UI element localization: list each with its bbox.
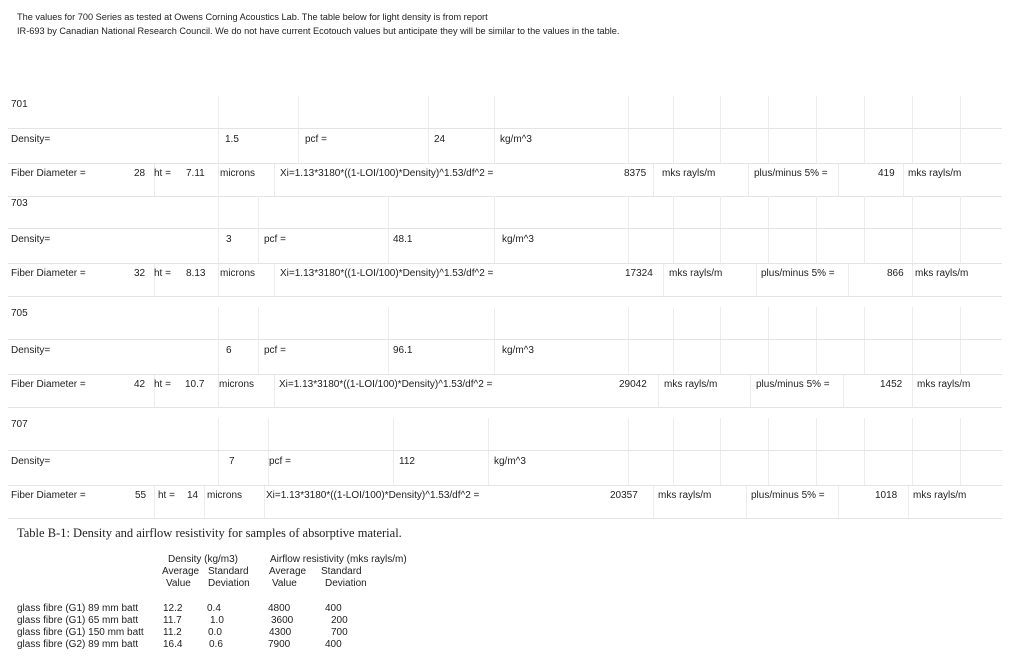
material-label: glass fibre (G2) 89 mm batt [17, 639, 139, 650]
airflow-average: 4300 [269, 627, 292, 638]
density-std: 1.0 [210, 615, 224, 626]
series-name: 707 [11, 419, 28, 430]
density-row [8, 451, 1002, 486]
xi-value: 8375 [624, 168, 647, 179]
series-name-row [8, 196, 1002, 229]
pcf-label: pcf = [264, 345, 286, 356]
fiber-row [8, 486, 1002, 519]
series-name-row [8, 96, 1002, 129]
microns-label: microns [219, 379, 255, 390]
airflow-standard-label: Standard [321, 566, 362, 577]
density-average: 12.2 [163, 603, 183, 614]
density-std: 0.4 [207, 603, 221, 614]
ht-label: ht = [154, 379, 171, 390]
density-header: Density (kg/m3) [168, 554, 239, 565]
xi-formula: Xi=1.13*3180*((1-LOI/100)*Density)^1.53/df^2 = [280, 168, 494, 179]
microns-label: microns [207, 490, 243, 501]
xi-formula: Xi=1.13*3180*((1-LOI/100)*Density)^1.53/df^2 = [279, 379, 493, 390]
plus-minus-unit: mks rayls/m [917, 379, 971, 390]
kgm3-value: 96.1 [393, 345, 413, 356]
fiber-diameter-label: Fiber Diameter = [11, 379, 86, 390]
series-name-row [8, 418, 1002, 451]
density-average: 11.7 [163, 615, 182, 626]
material-label: glass fibre (G1) 65 mm batt [17, 615, 139, 626]
density-value-label: Value [166, 578, 191, 589]
plus-minus-unit: mks rayls/m [913, 490, 967, 501]
ht-value: 7.11 [186, 168, 205, 179]
density-average-label: Average [162, 566, 200, 577]
plus-minus-label: plus/minus 5% = [754, 168, 828, 179]
airflow-average: 4800 [268, 603, 291, 614]
xi-value: 29042 [619, 379, 647, 390]
density-value: 7 [229, 456, 235, 467]
series-block-703 [8, 196, 1002, 297]
xi-unit: mks rayls/m [658, 490, 712, 501]
xi-formula: Xi=1.13*3180*((1-LOI/100)*Density)^1.53/df^2 = [280, 268, 494, 279]
ht-label: ht = [154, 268, 171, 279]
fiber-diameter-label: Fiber Diameter = [11, 168, 86, 179]
density-row [8, 229, 1002, 264]
airflow-average: 3600 [271, 615, 294, 626]
kgm3-unit: kg/m^3 [500, 134, 532, 145]
ht-value: 10.7 [185, 379, 205, 390]
airflow-deviation-label: Deviation [325, 578, 367, 589]
table-caption: Table B-1: Density and airflow resistivity for samples of absorptive material. [17, 526, 402, 540]
pcf-label: pcf = [264, 234, 286, 245]
plus-minus-label: plus/minus 5% = [761, 268, 835, 279]
plus-minus-value: 1452 [880, 379, 903, 390]
airflow-header: Airflow resistivity (mks rayls/m) [270, 554, 407, 565]
fiber-diameter-label: Fiber Diameter = [11, 268, 86, 279]
density-label: Density= [11, 456, 51, 467]
kgm3-unit: kg/m^3 [502, 234, 534, 245]
airflow-average: 7900 [268, 639, 291, 650]
fiber-diameter-value: 28 [134, 168, 146, 179]
density-average: 16.4 [163, 639, 183, 650]
xi-unit: mks rayls/m [664, 379, 718, 390]
xi-unit: mks rayls/m [662, 168, 716, 179]
density-average: 11.2 [163, 627, 182, 638]
series-block-707 [8, 418, 1002, 519]
series-name: 703 [11, 198, 28, 209]
plus-minus-value: 1018 [875, 490, 898, 501]
plus-minus-unit: mks rayls/m [915, 268, 969, 279]
fiber-row [8, 264, 1002, 297]
kgm3-value: 48.1 [393, 234, 413, 245]
series-name: 705 [11, 308, 28, 319]
microns-label: microns [220, 268, 256, 279]
kgm3-unit: kg/m^3 [502, 345, 534, 356]
density-std: 0.0 [208, 627, 222, 638]
airflow-std: 400 [325, 603, 342, 614]
ht-value: 14 [187, 490, 199, 501]
xi-value: 20357 [610, 490, 638, 501]
series-block-705 [8, 307, 1002, 408]
plus-minus-unit: mks rayls/m [908, 168, 962, 179]
fiber-row [8, 164, 1002, 197]
xi-unit: mks rayls/m [669, 268, 723, 279]
airflow-std: 700 [331, 627, 348, 638]
pcf-label: pcf = [305, 134, 327, 145]
density-row [8, 340, 1002, 375]
intro-line-1: The values for 700 Series as tested at Owens Corning Acoustics Lab. The table below for light density is from report [17, 12, 488, 22]
density-deviation-label: Deviation [208, 578, 250, 589]
density-value: 1.5 [225, 134, 239, 145]
airflow-value-label: Value [272, 578, 297, 589]
intro-line-2: IR-693 by Canadian National Research Council. We do not have current Ecotouch values but anticipate they will be similar to the values in the table. [17, 25, 620, 36]
density-row [8, 129, 1002, 164]
xi-value: 17324 [625, 268, 653, 279]
density-std: 0.6 [209, 639, 223, 650]
fiber-diameter-value: 32 [134, 268, 146, 279]
intro-note [17, 11, 619, 38]
ht-value: 8.13 [186, 268, 206, 279]
pcf-label: pcf = [269, 456, 291, 467]
microns-label: microns [220, 168, 256, 179]
fiber-diameter-value: 55 [135, 490, 147, 501]
plus-minus-label: plus/minus 5% = [751, 490, 825, 501]
density-value: 3 [226, 234, 232, 245]
density-value: 6 [226, 345, 232, 356]
plus-minus-value: 419 [878, 168, 895, 179]
density-label: Density= [11, 345, 51, 356]
xi-formula: Xi=1.13*3180*((1-LOI/100)*Density)^1.53/df^2 = [266, 490, 480, 501]
series-block-701 [8, 96, 1002, 197]
density-label: Density= [11, 134, 51, 145]
material-label: glass fibre (G1) 89 mm batt [17, 603, 139, 614]
kgm3-value: 112 [399, 456, 415, 467]
plus-minus-value: 866 [887, 268, 904, 279]
series-name-row [8, 307, 1002, 340]
kgm3-unit: kg/m^3 [494, 456, 526, 467]
fiber-row [8, 375, 1002, 408]
plus-minus-label: plus/minus 5% = [756, 379, 830, 390]
material-label: glass fibre (G1) 150 mm batt [17, 627, 144, 638]
ht-label: ht = [154, 168, 171, 179]
series-name: 701 [11, 99, 28, 110]
fiber-diameter-value: 42 [134, 379, 146, 390]
kgm3-value: 24 [434, 134, 446, 145]
density-label: Density= [11, 234, 51, 245]
airflow-std: 200 [331, 615, 348, 626]
airflow-average-label: Average [269, 566, 307, 577]
density-standard-label: Standard [208, 566, 249, 577]
fiber-diameter-label: Fiber Diameter = [11, 490, 86, 501]
ht-label: ht = [158, 490, 175, 501]
airflow-std: 400 [325, 639, 342, 650]
